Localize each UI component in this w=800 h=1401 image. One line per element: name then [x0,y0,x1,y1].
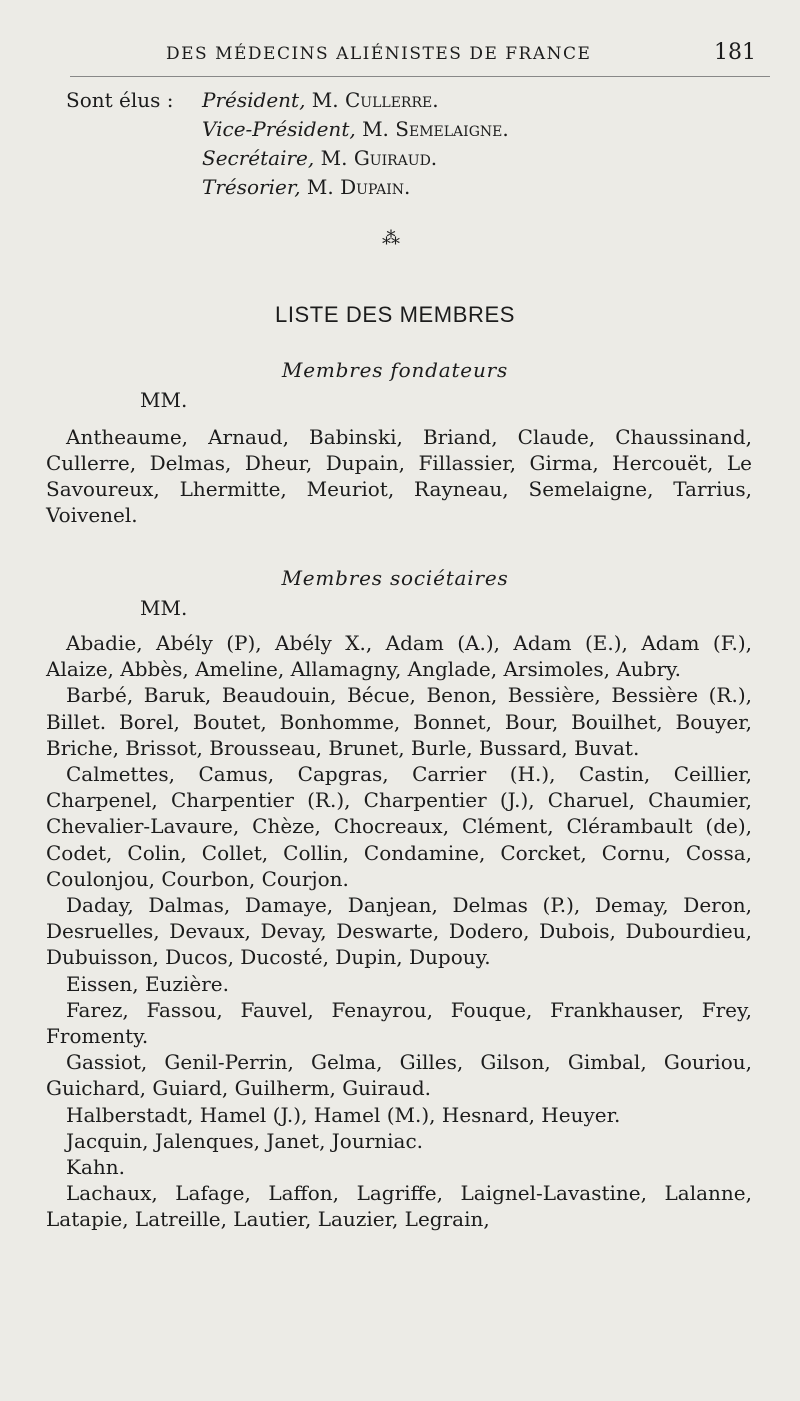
officer-role: Vice-Président, [202,117,356,141]
list-item: Halberstadt, Hamel (J.), Hamel (M.), Hesnard, Heuyer. [66,1102,621,1127]
running-header [0,40,800,74]
page-number: 181 [714,40,756,65]
list-item: Gassiot, Genil-Perrin, Gelma, Gilles, Gilson, Gimbal, Gouriou, Guichard, Guiard, Guilherm, Guiraud. [46,1050,752,1101]
officer-row [66,173,509,202]
list-item: Jacquin, Jalenques, Janet, Journiac. [66,1128,424,1153]
officer-row [66,144,509,173]
asterism-separator: ⁂ [382,228,398,249]
list-item: Lachaux, Lafage, Laffon, Lagriffe, Laignel-Lavastine, Lalanne, Latapie, Latreille, Lautier, Lauzier, Legrain, [46,1181,752,1232]
officer-name: Dupain. [340,175,411,199]
officer-role: Trésorier, [202,175,301,199]
founders-heading: Membres fondateurs [281,358,509,382]
officer-name: Cullerre. [345,88,439,112]
list-item: Eissen, Euzière. [66,971,229,996]
officer-role: Secrétaire, [202,146,315,170]
founders-text: Antheaume, Arnaud, Babinski, Briand, Claude, Chaussinand, Cullerre, Delmas, Dheur, Dupain, Fillassier, Girma, Hercouët, Le Savoureux, Lhermitte, Meuriot, Rayneau, Semelaigne, Tarrius, Voivenel. [46,425,752,527]
list-item: Barbé, Baruk, Beaudouin, Bécue, Benon, Bessière, Bessière (R.), Billet. Borel, Boutet, Bonhomme, Bonnet, Bour, Bouilhet, Bouyer, Briche, Brissot, Brousseau, Brunet, Burle, Bussard, Buvat. [46,683,752,760]
officer-prefix: M. [362,117,389,141]
running-title: DES MÉDECINS ALIÉNISTES DE FRANCE [166,44,592,64]
officer-prefix: M. [306,175,334,199]
societaires-list [46,630,752,1233]
list-item: Calmettes, Camus, Capgras, Carrier (H.), Castin, Ceillier, Charpenel, Charpentier (R.), Charpentier (J.), Charuel, Chaumier, Chevalier-Lavaure, Chèze, Chocreaux, Clément, Clérambault (de), Codet, Colin, Collet, Collin, Condamine, Corcket, Cornu, Cossa, Coulonjou, Courbon, Courjon. [46,762,752,891]
officer-row [66,86,509,115]
founders-list [46,424,752,528]
officer-prefix: M. [311,88,339,112]
officer-name: Semelaigne. [395,117,509,141]
members-list-title: LISTE DES MEMBRES [274,302,516,327]
header-rule [70,76,770,77]
list-item: Abadie, Abély (P), Abély X., Adam (A.), Adam (E.), Adam (F.), Alaize, Abbès, Ameline, Allamagny, Anglade, Arsimoles, Aubry. [46,631,752,682]
list-item: Farez, Fassou, Fauvel, Fenayrou, Fouque, Frankhauser, Frey, Fromenty. [46,997,752,1049]
officer-row [66,115,509,144]
officers-intro: Sont élus : [66,88,174,112]
societaires-heading: Membres sociétaires [281,566,509,590]
list-item: Kahn. [66,1155,125,1180]
list-item: Daday, Dalmas, Damaye, Danjean, Delmas (P.), Demay, Deron, Desruelles, Devaux, Devay, Deswarte, Dodero, Dubois, Dubourdieu, Dubuisson, Ducos, Ducosté, Dupin, Dupouy. [46,893,752,970]
founders-mm: MM. [140,388,188,412]
officer-role: Président, [202,88,306,112]
societaires-mm: MM. [140,596,188,620]
elected-officers [66,86,509,202]
officer-name: Guiraud. [353,146,438,170]
officer-prefix: M. [320,146,348,170]
